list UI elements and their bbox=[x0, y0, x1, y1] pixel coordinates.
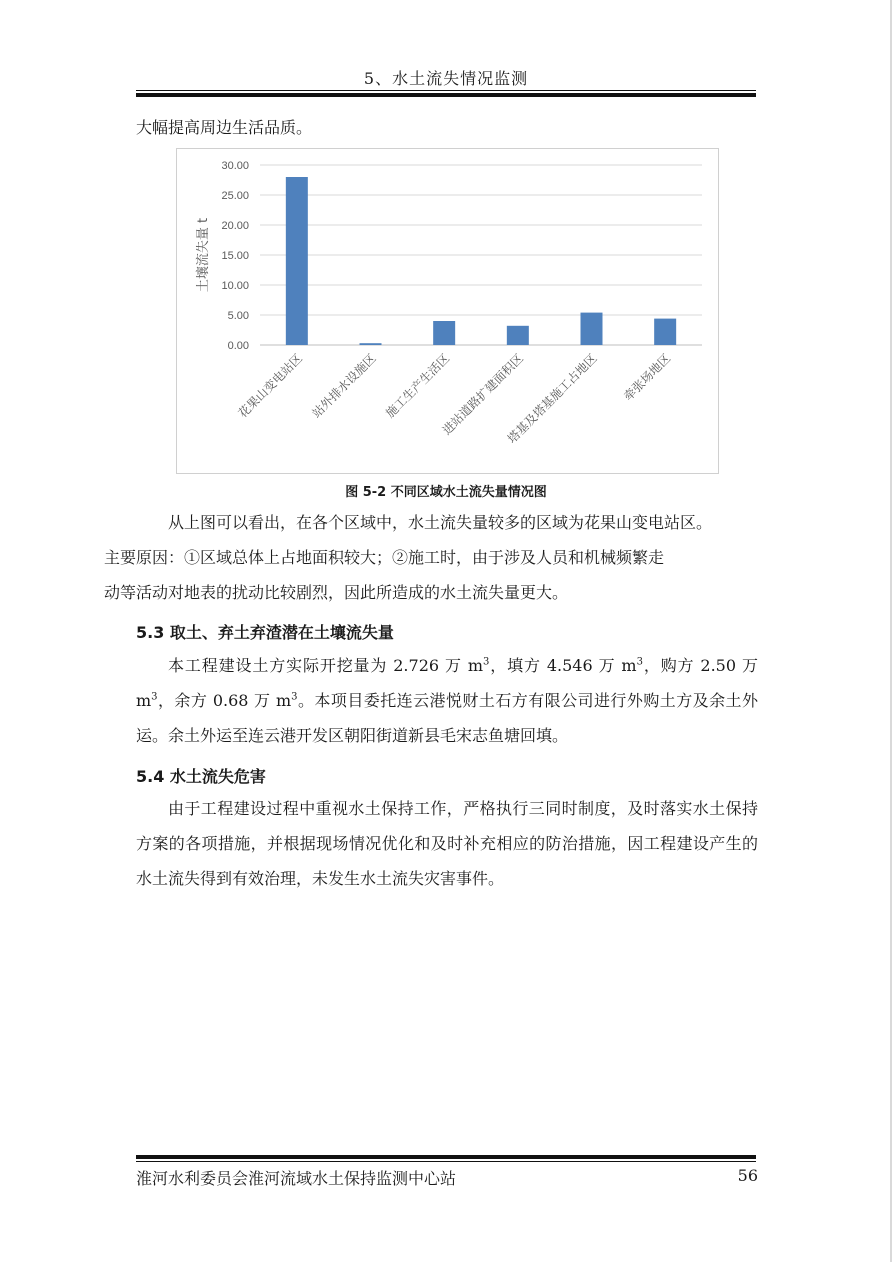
earthwork-text-4: ，余方 0.68 万 m bbox=[157, 691, 292, 710]
intro-line: 大幅提高周边生活品质。 bbox=[136, 118, 313, 137]
bar bbox=[360, 343, 382, 345]
y-tick-label: 30.00 bbox=[221, 160, 249, 172]
bar bbox=[654, 319, 676, 345]
x-tick-label: 站外排水设施区 bbox=[309, 351, 379, 421]
footer-organization: 淮河水利委员会淮河流域水土保持监测中心站 bbox=[136, 1169, 457, 1188]
page-number: 56 bbox=[737, 1166, 758, 1185]
x-tick-label: 施工生产生活区 bbox=[382, 351, 453, 421]
bar bbox=[507, 326, 529, 345]
header-rule-thin bbox=[136, 90, 756, 91]
paragraph-earthwork bbox=[136, 648, 758, 753]
earthwork-text-5: 。本项目委托连云港悦财土石方有限公司进行外购土方及余土外运。余土外运至连云港开发区朝阳街道新县毛宋志鱼塘回填。 bbox=[136, 691, 758, 745]
unit-superscript: 3 bbox=[636, 656, 643, 668]
analysis-line-1: 从上图可以看出，在各个区域中，水土流失量较多的区域为花果山变电站区。 bbox=[168, 513, 713, 532]
running-header: 5、水土流失情况监测 bbox=[363, 69, 529, 88]
unit-superscript: 3 bbox=[483, 656, 490, 668]
footer-rule-thick bbox=[136, 1155, 756, 1159]
y-tick-label: 20.00 bbox=[221, 220, 249, 232]
chart-frame bbox=[176, 148, 719, 474]
y-tick-label: 25.00 bbox=[221, 190, 249, 202]
footer-rule-thin bbox=[136, 1161, 756, 1162]
y-tick-label: 15.00 bbox=[221, 250, 249, 262]
analysis-line-3: 动等活动对地表的扰动比较剧烈，因此所造成的水土流失量更大。 bbox=[104, 583, 569, 602]
section-5-4-heading: 5.4 水土流失危害 bbox=[136, 767, 266, 786]
unit-superscript: 3 bbox=[291, 691, 298, 703]
earthwork-text-3: ，购方 2.50 万 m bbox=[136, 656, 758, 710]
paragraph-analysis bbox=[104, 505, 758, 610]
figure-caption: 图 5-2 不同区域水土流失量情况图 bbox=[345, 485, 547, 500]
analysis-line-2: 主要原因：①区域总体上占地面积较大；②施工时，由于涉及人员和机械频繁走 bbox=[104, 548, 665, 567]
earthwork-text-2: ，填方 4.546 万 m bbox=[489, 656, 637, 675]
bar bbox=[286, 177, 308, 345]
bar-chart bbox=[177, 149, 718, 473]
paragraph-hazard: 由于工程建设过程中重视水土保持工作，严格执行三同时制度，及时落实水土保持方案的各项措施，并根据现场情况优化和及时补充相应的防治措施，因工程建设产生的水土流失得到有效治理，未发生水土流失灾害事件。 bbox=[136, 799, 758, 888]
y-tick-label: 10.00 bbox=[221, 280, 249, 292]
unit-superscript: 3 bbox=[151, 691, 158, 703]
bar bbox=[581, 313, 603, 345]
y-tick-label: 5.00 bbox=[227, 310, 249, 322]
bar bbox=[433, 321, 455, 345]
header-rule-thick bbox=[136, 93, 756, 97]
x-tick-label: 牵张场地区 bbox=[620, 351, 674, 404]
y-tick-label: 0.00 bbox=[227, 340, 249, 352]
x-tick-label: 塔基及塔基施工占地区 bbox=[504, 351, 600, 446]
x-tick-label: 花果山变电站区 bbox=[235, 351, 305, 421]
x-tick-label: 进站道路扩建面积区 bbox=[439, 351, 526, 438]
y-axis-label: 土壤流失量 t bbox=[196, 217, 211, 293]
earthwork-text-1: 本工程建设土方实际开挖量为 2.726 万 m bbox=[168, 656, 484, 675]
section-5-3-heading: 5.3 取土、弃土弃渣潜在土壤流失量 bbox=[136, 623, 394, 642]
